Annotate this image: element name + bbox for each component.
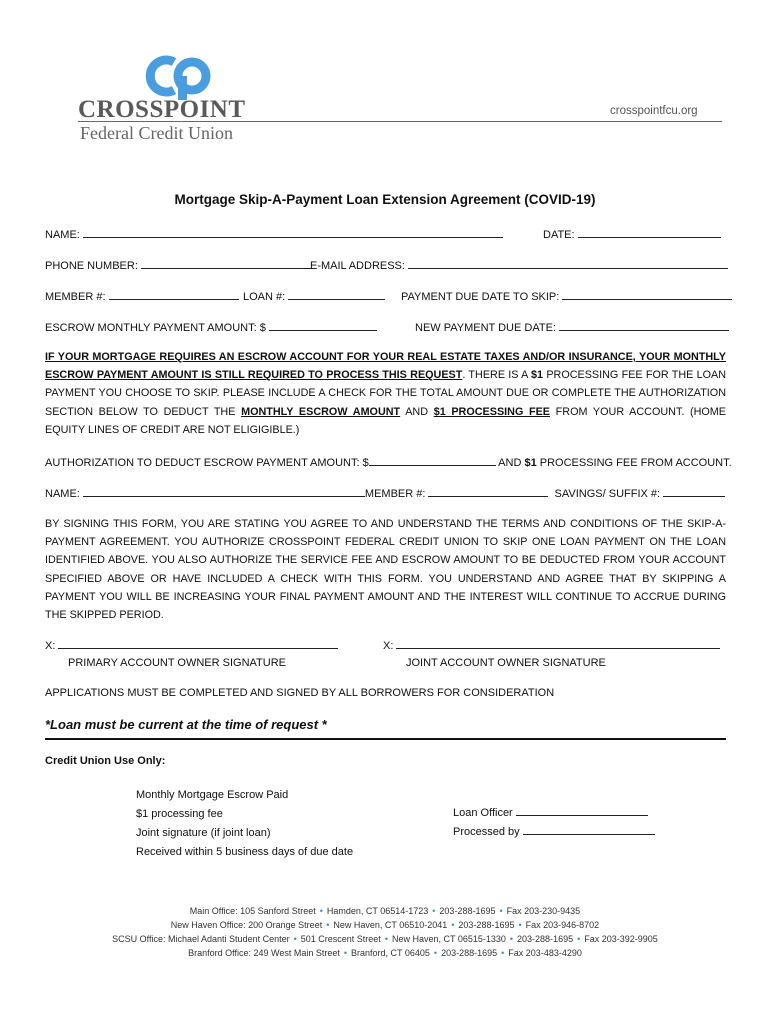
account-member-label: MEMBER #:: [364, 488, 426, 500]
phone-label: PHONE NUMBER:: [45, 260, 138, 272]
escrow-monthly-label: ESCROW MONTHLY PAYMENT AMOUNT: $: [45, 322, 266, 334]
org-name: CROSSPOINT: [78, 96, 246, 123]
date-label: DATE:: [543, 229, 575, 241]
footer-office-main: Main Office: 105 Sanford Street • Hamden, CT 06514-1723 • 203-288-1695 • Fax 203-230-9435: [189, 906, 581, 916]
office-phone: 203-288-1695: [458, 920, 515, 930]
website[interactable]: crosspointfcu.org: [610, 105, 698, 117]
office-fax: Fax 203-946-8702: [525, 920, 600, 930]
applications-note: APPLICATIONS MUST BE COMPLETED AND SIGNED BY ALL BORROWERS FOR CONSIDERATION: [45, 687, 555, 699]
authorization-row: [45, 455, 732, 469]
office-address: Main Office: 105 Sanford Street: [189, 906, 316, 916]
office-fax: Fax 203-392-9905: [584, 934, 658, 944]
office-city: New Haven, CT 06515-1330: [391, 934, 506, 944]
office-street: 501 Crescent Street: [300, 934, 381, 944]
office-city: New Haven, CT 06510-2041: [333, 920, 448, 930]
account-name-label: NAME:: [45, 488, 80, 500]
new-payment-due-row: [415, 320, 729, 334]
new-payment-due-label: NEW PAYMENT DUE DATE:: [415, 322, 556, 334]
processed-by-label: Processed by: [453, 826, 520, 838]
checklist-item: Received within 5 business days of due date: [136, 846, 354, 858]
loan-field-row: [243, 289, 385, 303]
processed-by-line[interactable]: [523, 824, 655, 835]
escrow-required-notice: IF YOUR MORTGAGE REQUIRES AN ESCROW ACCOUNT FOR YOUR REAL ESTATE TAXES AND/OR INSURANCE, YOUR MONTHLY ESCROW PAYMENT AMOUNT IS STILL REQUIRED TO PROCESS THIS REQUEST: [45, 351, 726, 382]
joint-signature-line[interactable]: [396, 638, 720, 649]
checklist-item: Monthly Mortgage Escrow Paid: [136, 789, 289, 801]
loan-officer-row: [453, 805, 648, 819]
loan-current-note: *Loan must be current at the time of request *: [45, 717, 327, 732]
fee-amount: $1: [531, 369, 544, 382]
form-title: Mortgage Skip-A-Payment Loan Extension Agreement (COVID-19): [174, 192, 596, 207]
header-rule: [78, 121, 722, 122]
name-field-row: [45, 227, 503, 241]
payment-due-skip-row: [401, 289, 732, 303]
phone-field-row: [45, 258, 311, 272]
member-field-row: [45, 289, 239, 303]
agreement-text: BY SIGNING THIS FORM, YOU ARE STATING YOU AGREE TO AND UNDERSTAND THE TERMS AND CONDITIONS OF THE SKIP-A-PAYMENT AGREEMENT. YOU AUTHORIZE CROSSPOINT FEDERAL CREDIT UNION TO SKIP ONE LOAN PAYMENT ON THE LOAN IDENTIFIED ABOVE. YOU ALSO AUTHORIZE THE SERVICE FEE AND ESCROW AMOUNT TO BE DEDUCTED FROM YOUR ACCOUNT SPECIFIED ABOVE OR HAVE INCLUDED A CHECK WITH THIS FORM. YOU UNDERSTAND AND AGREE THAT BY SKIPPING A PAYMENT YOU WILL BE INCREASING YOUR FINAL PAYMENT AMOUNT AND THE INTEREST WILL CONTINUE TO ACCRUE DURING THE SKIPPED PERIOD.: [45, 518, 726, 622]
authorization-label: AUTHORIZATION TO DEDUCT ESCROW PAYMENT AMOUNT: $: [45, 457, 369, 469]
org-subtitle: Federal Credit Union: [80, 123, 233, 143]
office-fax: Fax 203-483-4290: [508, 948, 582, 958]
escrow-monthly-row: [45, 320, 377, 334]
date-input-line[interactable]: [578, 227, 721, 238]
processed-by-row: [453, 824, 655, 838]
section-divider: [45, 738, 726, 740]
member-label: MEMBER #:: [45, 291, 106, 303]
joint-signature-caption: JOINT ACCOUNT OWNER SIGNATURE: [406, 657, 606, 669]
notice-text-3: AND: [400, 405, 434, 418]
email-input-line[interactable]: [408, 258, 728, 269]
notice-text-4: FROM YOUR ACCOUNT. (HOME EQUITY LINES OF CREDIT ARE NOT ELIGIGIBLE.): [45, 405, 727, 436]
name-input-line[interactable]: [83, 227, 503, 238]
office-address: Branford Office: 249 West Main Street: [188, 948, 340, 958]
escrow-notice: [45, 348, 726, 439]
cu-checklist: [136, 786, 353, 862]
date-field-row: [543, 227, 721, 241]
loan-input-line[interactable]: [288, 289, 385, 300]
payment-due-skip-label: PAYMENT DUE DATE TO SKIP:: [401, 291, 560, 303]
savings-suffix-line[interactable]: [663, 486, 725, 497]
escrow-monthly-input-line[interactable]: [269, 320, 377, 331]
authorization-suffix: PROCESSING FEE FROM ACCOUNT.: [536, 457, 732, 469]
name-label: NAME:: [45, 229, 80, 241]
primary-signature-caption: PRIMARY ACCOUNT OWNER SIGNATURE: [68, 657, 286, 669]
account-member-line[interactable]: [428, 486, 548, 497]
authorization-amount-line[interactable]: [369, 455, 496, 466]
phone-input-line[interactable]: [141, 258, 311, 269]
loan-label: LOAN #:: [243, 291, 286, 303]
monthly-escrow-amount: MONTHLY ESCROW AMOUNT: [241, 405, 401, 418]
savings-suffix-label: SAVINGS/ SUFFIX #:: [554, 488, 661, 500]
office-city: Hamden, CT 06514-1723: [326, 906, 429, 916]
member-input-line[interactable]: [109, 289, 239, 300]
checklist-item: Joint signature (if joint loan): [136, 827, 271, 839]
office-address: SCSU Office: Michael Adanti Student Center: [112, 934, 290, 944]
office-phone: 203-288-1695: [439, 906, 496, 916]
crosspoint-logo-mark: [140, 52, 216, 100]
processing-fee: $1 PROCESSING FEE: [433, 405, 551, 418]
email-label: E-MAIL ADDRESS:: [310, 260, 405, 272]
checklist-item: $1 processing fee: [136, 808, 223, 820]
office-address: New Haven Office: 200 Orange Street: [170, 920, 323, 930]
footer-office-new-haven: New Haven Office: 200 Orange Street • New Haven, CT 06510-2041 • 203-288-1695 • Fax 203-946-8702: [170, 920, 600, 930]
office-fax: Fax 203-230-9435: [506, 906, 581, 916]
joint-x-label: X:: [383, 640, 394, 652]
office-phone: 203-288-1695: [517, 934, 574, 944]
account-name-line[interactable]: [83, 486, 365, 497]
loan-officer-line[interactable]: [516, 805, 648, 816]
footer-office-branford: Branford Office: 249 West Main Street • Branford, CT 06405 • 203-288-1695 • Fax 203-483-4290: [188, 948, 582, 958]
cu-use-heading: Credit Union Use Only:: [45, 755, 166, 767]
account-row: [45, 486, 725, 500]
email-field-row: [310, 258, 728, 272]
joint-signature-row: [383, 638, 720, 652]
office-city: Branford, CT 06405: [351, 948, 430, 958]
footer-office-scsu: SCSU Office: Michael Adanti Student Center • 501 Crescent Street • New Haven, CT 06515-1330 • 203-288-1695 • Fax 203-392-9905: [112, 934, 658, 944]
primary-signature-line[interactable]: [58, 638, 338, 649]
primary-signature-row: [45, 638, 338, 652]
payment-due-skip-input-line[interactable]: [562, 289, 732, 300]
loan-officer-label: Loan Officer: [453, 807, 513, 819]
primary-x-label: X:: [45, 640, 56, 652]
authorization-fee: $1: [524, 457, 537, 469]
notice-text-2: PROCESSING FEE FOR THE LOAN PAYMENT YOU CHOOSE TO SKIP. PLEASE INCLUDE A CHECK FOR THE TOTAL AMOUNT DUE OR COMPLETE THE AUTHORIZATION SECTION BELOW TO DEDUCT THE: [45, 369, 726, 418]
new-payment-due-input-line[interactable]: [559, 320, 729, 331]
office-phone: 203-288-1695: [441, 948, 498, 958]
authorization-and: AND: [498, 457, 525, 469]
notice-text-1: . THERE IS A: [462, 369, 532, 382]
